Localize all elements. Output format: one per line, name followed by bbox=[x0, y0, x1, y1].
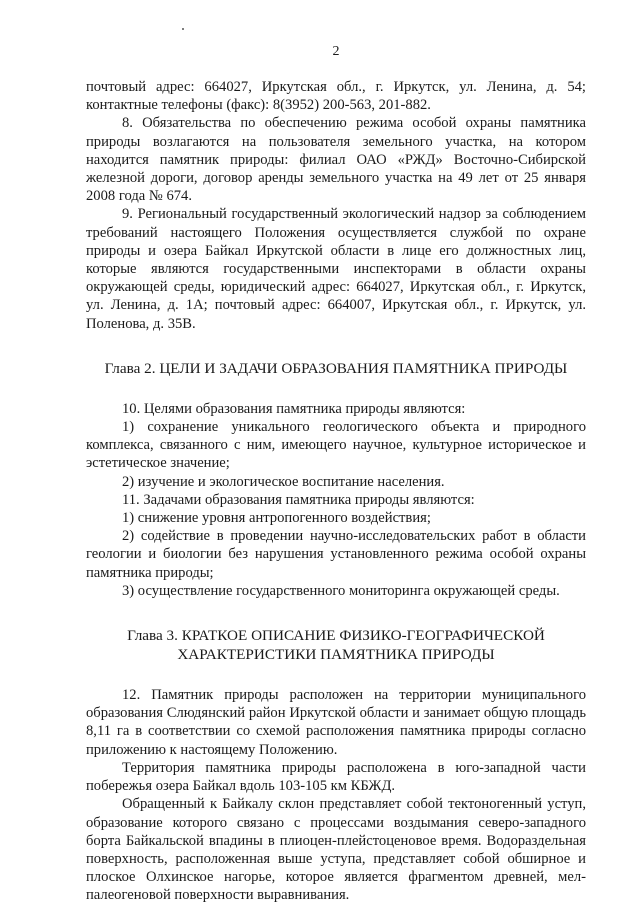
paragraph-9: 9. Региональный государственный экологический надзор за соблюдением требований настоящего Положения осуществляется службой по охране природы и озера Байкал Иркутской области в лице его должностных лиц, которые являются государственными инспекторами в области охраны окружающей среды, юридический адрес: 664027, Иркутская обл., г. Иркутск, ул. Ленина, д. 1А; почтовый адрес: 664007, Иркутская обл., г. Иркутск, ул. Поленова, д. 35В. bbox=[86, 206, 586, 332]
list-item: 2) содействие в проведении научно-исследовательских работ в области геологии и биологии без нарушения установленного режима особой охраны памятника природы; bbox=[86, 528, 586, 581]
list-item: 1) сохранение уникального геологического объекта и природного комплекса, связанного с ним, имеющего научное, культурное историческое и эстетическое значение; bbox=[86, 419, 586, 472]
paragraph-address: почтовый адрес: 664027, Иркутская обл., г. Иркутск, ул. Ленина, д. 54; контактные телефоны (факс): 8(3952) 200-563, 201-882. bbox=[86, 79, 586, 114]
list-item: 1) снижение уровня антропогенного воздействия; bbox=[122, 510, 431, 527]
paragraph-slope: Обращенный к Байкалу склон представляет собой тектоногенный уступ, образование которого связано с процессами воздымания северо-западного борта Байкальской впадины в плиоцен-плейстоценовое время. Водораздельная поверхность, расположенная выше уступа, представляет собой обширное и плоское Олхинское нагорье, которое является фрагментом древней, мел-палеогеновой поверхности выравнивания. bbox=[86, 796, 586, 904]
chapter-3-heading-line-2: ХАРАКТЕРИСТИКИ ПАМЯТНИКА ПРИРОДЫ bbox=[177, 646, 495, 664]
chapter-3-heading-line-1: Глава 3. КРАТКОЕ ОПИСАНИЕ ФИЗИКО-ГЕОГРАФИЧЕСКОЙ bbox=[127, 627, 545, 645]
chapter-3-heading bbox=[86, 626, 586, 664]
chapter-2-heading: Глава 2. ЦЕЛИ И ЗАДАЧИ ОБРАЗОВАНИЯ ПАМЯТНИКА ПРИРОДЫ bbox=[104, 359, 568, 377]
scan-speck bbox=[182, 28, 184, 30]
paragraph-12: 12. Памятник природы расположен на территории муниципального образования Слюдянский район Иркутской области и занимает общую площадь 8,11 га в соответствии со схемой расположения памятника природы согласно приложению к настоящему Положению. bbox=[86, 687, 586, 758]
page-content bbox=[86, 78, 586, 905]
list-item: 3) осуществление государственного мониторинга окружающей среды. bbox=[122, 582, 560, 599]
paragraph-8: 8. Обязательства по обеспечению режима особой охраны памятника природы возлагаются на пользователя земельного участка, на котором находится памятник природы: филиал ОАО «РЖД» Восточно-Сибирской железной дороги, договор аренды земельного участка на 49 лет от 25 января 2008 года № 674. bbox=[86, 115, 586, 205]
paragraph-10: 10. Целями образования памятника природы являются: bbox=[122, 400, 466, 417]
list-item: 2) изучение и экологическое воспитание населения. bbox=[122, 473, 445, 490]
paragraph-11: 11. Задачами образования памятника природы являются: bbox=[122, 491, 475, 508]
page-number: 2 bbox=[332, 44, 340, 59]
paragraph-territory: Территория памятника природы расположена в юго-западной части побережья озера Байкал вдоль 103-105 км КБЖД. bbox=[86, 759, 586, 795]
document-page bbox=[86, 0, 586, 905]
